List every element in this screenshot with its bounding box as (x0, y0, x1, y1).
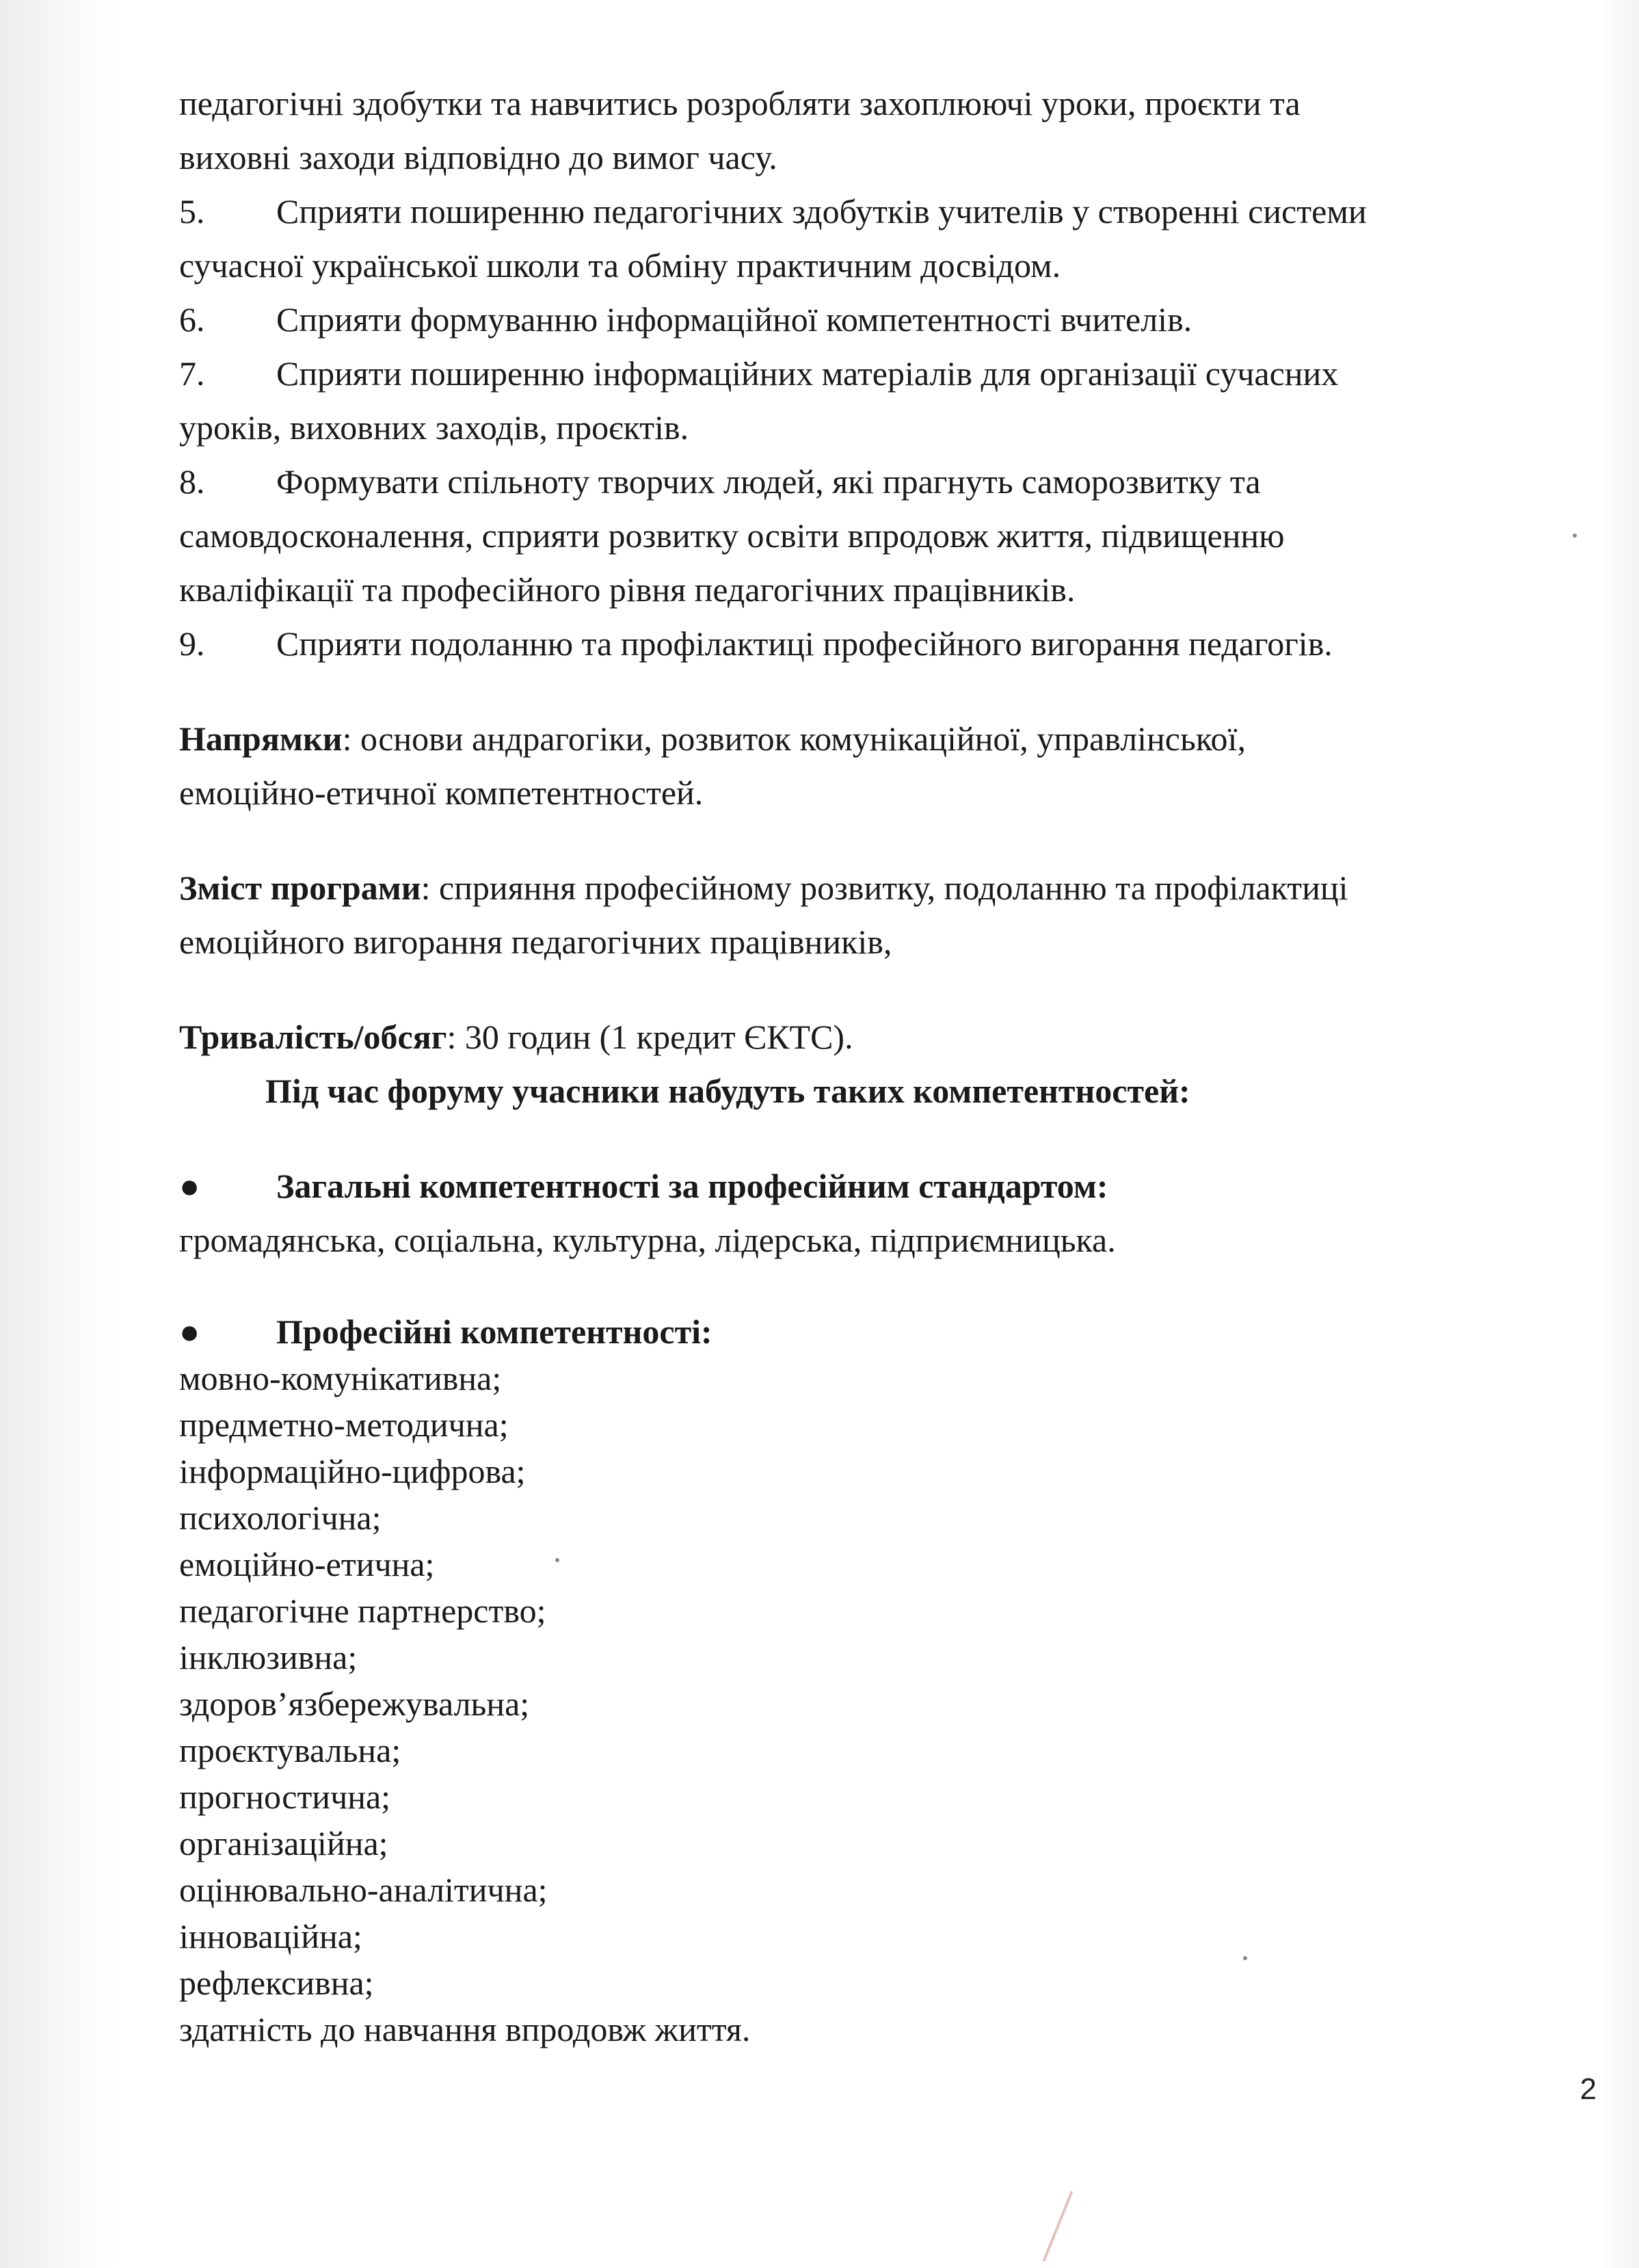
competence-item: здатність до навчання впродовж життя. (179, 2010, 751, 2048)
directions-section (179, 712, 1574, 820)
item-text: Сприяти формуванню інформаційної компетентності вчителів. (276, 300, 1192, 339)
numbered-item-7 (179, 347, 1574, 455)
directions-label: Напрямки (179, 720, 343, 758)
item-text: Сприяти подоланню та профілактиці професійного вигорання педагогів. (276, 624, 1333, 663)
competence-item: психологічна; (179, 1499, 382, 1537)
item-text: кваліфікації та професійного рівня педагогічних працівників. (179, 570, 1076, 609)
scan-edge-shadow-right (1598, 0, 1639, 2268)
directions-text: емоційно-етичної компетентностей. (179, 774, 704, 812)
numbered-item-8 (179, 455, 1574, 617)
competence-item: педагогічне партнерство; (179, 1592, 546, 1630)
duration-section (179, 1010, 1574, 1064)
competence-item: предметно-методична; (179, 1406, 509, 1444)
directions-text: : основи андрагогіки, розвиток комунікаційної, управлінської, (342, 720, 1246, 758)
intro-line: педагогічні здобутки та навчитись розробляти захоплюючі уроки, проєкти та (179, 84, 1301, 122)
document-body (179, 77, 1574, 2053)
item-text: Формувати спільноту творчих людей, які прагнуть саморозвитку та (276, 462, 1261, 501)
general-competences-text: громадянська, соціальна, культурна, лідерська, підприємницька. (179, 1221, 1116, 1259)
competence-item: рефлексивна; (179, 1964, 374, 2002)
item-number: 7. (179, 354, 205, 393)
competence-item: інноваційна; (179, 1917, 362, 1955)
scan-speck (1573, 533, 1577, 538)
program-content-label: Зміст програми (179, 869, 421, 907)
numbered-item-5 (179, 185, 1574, 293)
competence-item: прогностична; (179, 1778, 391, 1816)
professional-competences-title: Професійні компетентності: (276, 1313, 712, 1351)
item-text: Сприяти поширенню інформаційних матеріалів для організації сучасних (276, 354, 1339, 393)
competence-item: інформаційно-цифрова; (179, 1452, 526, 1490)
competence-item: емоційно-етична; (179, 1545, 435, 1583)
item-number: 9. (179, 624, 205, 663)
bullet-icon: ● (179, 1167, 200, 1205)
duration-text: : 30 годин (1 кредит ЄКТС). (447, 1018, 853, 1056)
pen-mark (1043, 2191, 1074, 2261)
intro-line: виховні заходи відповідно до вимог часу. (179, 138, 777, 176)
competence-item: мовно-комунікативна; (179, 1359, 502, 1397)
program-content-text: : сприяння професійному розвитку, подоланню та профілактиці (421, 869, 1348, 907)
scan-edge-shadow (0, 0, 116, 2268)
item-text: сучасної української школи та обміну практичним досвідом. (179, 246, 1061, 285)
scan-speck (555, 1558, 559, 1562)
item-text: Сприяти поширенню педагогічних здобутків учителів у створенні системи (276, 192, 1367, 230)
item-number: 6. (179, 300, 205, 339)
numbered-item-6 (179, 293, 1574, 347)
numbered-item-9 (179, 617, 1574, 671)
general-competences (179, 1159, 1574, 1267)
item-text: самовдосконалення, сприяти розвитку освіти впродовж життя, підвищенню (179, 516, 1285, 555)
competence-item: організаційна; (179, 1824, 388, 1862)
competence-item: здоров’язбережувальна; (179, 1685, 530, 1723)
duration-label: Тривалість/обсяг (179, 1018, 447, 1056)
page-number: 2 (1580, 2072, 1597, 2106)
program-content-section (179, 861, 1574, 969)
competence-item: проєктувальна; (179, 1731, 401, 1769)
program-content-text: емоційного вигорання педагогічних працівників, (179, 923, 892, 961)
competences-heading: Під час форуму учасники набудуть таких компетентностей: (265, 1072, 1190, 1110)
item-number: 5. (179, 192, 205, 230)
competence-item: інклюзивна; (179, 1638, 358, 1676)
general-competences-title: Загальні компетентності за професійним стандартом: (276, 1167, 1108, 1205)
scan-speck (1243, 1956, 1247, 1960)
item-number: 8. (179, 462, 205, 501)
bullet-icon: ● (179, 1313, 200, 1351)
competence-item: оцінювально-аналітична; (179, 1871, 548, 1909)
professional-competences (179, 1308, 1574, 2053)
item-text: уроків, виховних заходів, проєктів. (179, 408, 689, 447)
